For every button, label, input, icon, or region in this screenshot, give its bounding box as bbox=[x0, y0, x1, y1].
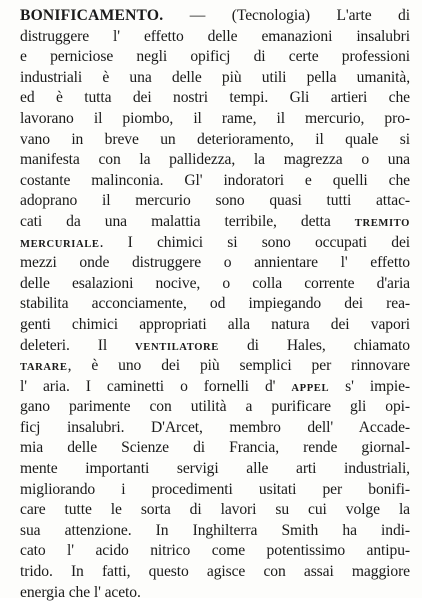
text-line bbox=[20, 171, 410, 192]
text-segment: delle esalazioni nocive, o colla corrente d'aria bbox=[20, 274, 410, 292]
text-segment: — (Tecnologia) L'arte di bbox=[189, 7, 410, 24]
text-line bbox=[20, 541, 410, 562]
text-segment: l' aria. I caminetti o fornelli d' bbox=[20, 377, 292, 395]
text-line bbox=[20, 459, 410, 480]
text-line bbox=[20, 356, 410, 377]
text-line bbox=[20, 68, 410, 89]
text-segment: industriali è una delle più utili pella umanità, bbox=[20, 68, 410, 86]
text-line bbox=[20, 583, 410, 603]
text-line bbox=[20, 521, 410, 542]
text-segment: cati da una malattia terribile, detta bbox=[20, 212, 355, 230]
text-line bbox=[20, 233, 410, 254]
headword: BONIFICAMENTO. bbox=[20, 7, 164, 24]
text-line bbox=[20, 274, 410, 295]
text-segment: vano in breve un deterioramento, il quale si bbox=[20, 130, 410, 148]
text-line bbox=[20, 130, 410, 151]
text-line bbox=[20, 109, 410, 130]
text-segment: , è uno dei più semplici per rinnovare bbox=[67, 357, 410, 375]
text-line bbox=[20, 418, 410, 439]
text-segment: cato l' acido nitrico come potentissimo antipu- bbox=[20, 542, 410, 560]
encyclopedia-entry bbox=[20, 6, 410, 603]
small-caps-term: APPEL bbox=[291, 382, 330, 394]
text-segment: sua attenzione. In Inghilterra Smith ha indi- bbox=[20, 521, 410, 539]
text-line bbox=[20, 377, 410, 398]
text-line bbox=[20, 480, 410, 501]
text-line bbox=[20, 47, 410, 68]
text-line bbox=[20, 315, 410, 336]
text-segment: mia delle Scienze di Francia, rende giornal- bbox=[20, 439, 410, 457]
text-line bbox=[20, 191, 410, 212]
text-segment: manifesta con la pallidezza, la magrezza o una bbox=[20, 151, 410, 169]
text-segment: distruggere l' effetto delle emanazioni insalubri bbox=[20, 27, 410, 45]
text-segment: costante malinconia. Gl' indoratori e quelli che bbox=[20, 171, 410, 189]
text-line bbox=[20, 253, 410, 274]
text-line bbox=[20, 397, 410, 418]
text-segment: adoprano il mercurio sono quasi tutti attac- bbox=[20, 192, 410, 210]
text-segment: migliorando i procedimenti usitati per bonifi- bbox=[20, 480, 410, 498]
text-line bbox=[20, 438, 410, 459]
text-line bbox=[20, 27, 410, 48]
text-line bbox=[20, 150, 410, 171]
text-segment: genti chimici appropriati alla natura dei vapori bbox=[20, 315, 410, 333]
text-segment: gano parimente con utilità a purificare gli opi- bbox=[20, 398, 410, 416]
text-segment: mente importanti servigi alle arti industriali, bbox=[20, 460, 410, 478]
text-segment: s' impie- bbox=[329, 377, 410, 395]
text-segment: . I chimici si sono occupati dei bbox=[99, 233, 410, 251]
text-line bbox=[20, 336, 410, 357]
text-segment: e perniciose negli opificj di certe professioni bbox=[20, 48, 410, 66]
text-line bbox=[20, 212, 410, 233]
small-caps-term: TREMITO bbox=[354, 217, 410, 229]
text-segment: care tutte le sorta di lavori su cui volge la bbox=[20, 501, 410, 519]
text-segment: di Hales, chiamato bbox=[218, 336, 411, 354]
text-line bbox=[20, 88, 410, 109]
text-line bbox=[20, 294, 410, 315]
text-segment: lavorano il piombo, il rame, il mercurio, pro- bbox=[20, 109, 410, 127]
small-caps-term: MERCURIALE bbox=[20, 238, 100, 250]
text-segment: ficj insalubri. D'Arcet, membro dell' Accade- bbox=[20, 418, 410, 436]
text-line bbox=[20, 6, 410, 27]
text-segment: deleteri. Il bbox=[20, 336, 136, 354]
text-segment: stabilita acconciamente, od impiegando dei rea- bbox=[20, 295, 410, 313]
small-caps-term: VENTILATORE bbox=[135, 341, 219, 353]
text-line bbox=[20, 562, 410, 583]
text-segment: energia che l' aceto. bbox=[20, 583, 141, 601]
small-caps-term: TARARE bbox=[20, 362, 68, 374]
text-line bbox=[20, 500, 410, 521]
text-segment: mezzi onde distruggere o annientare l' effetto bbox=[20, 254, 410, 272]
text-segment: trido. In fatti, questo agisce con assai maggiore bbox=[20, 563, 410, 581]
text-segment: ed è tutta dei nostri tempi. Gli artieri che bbox=[20, 89, 410, 107]
